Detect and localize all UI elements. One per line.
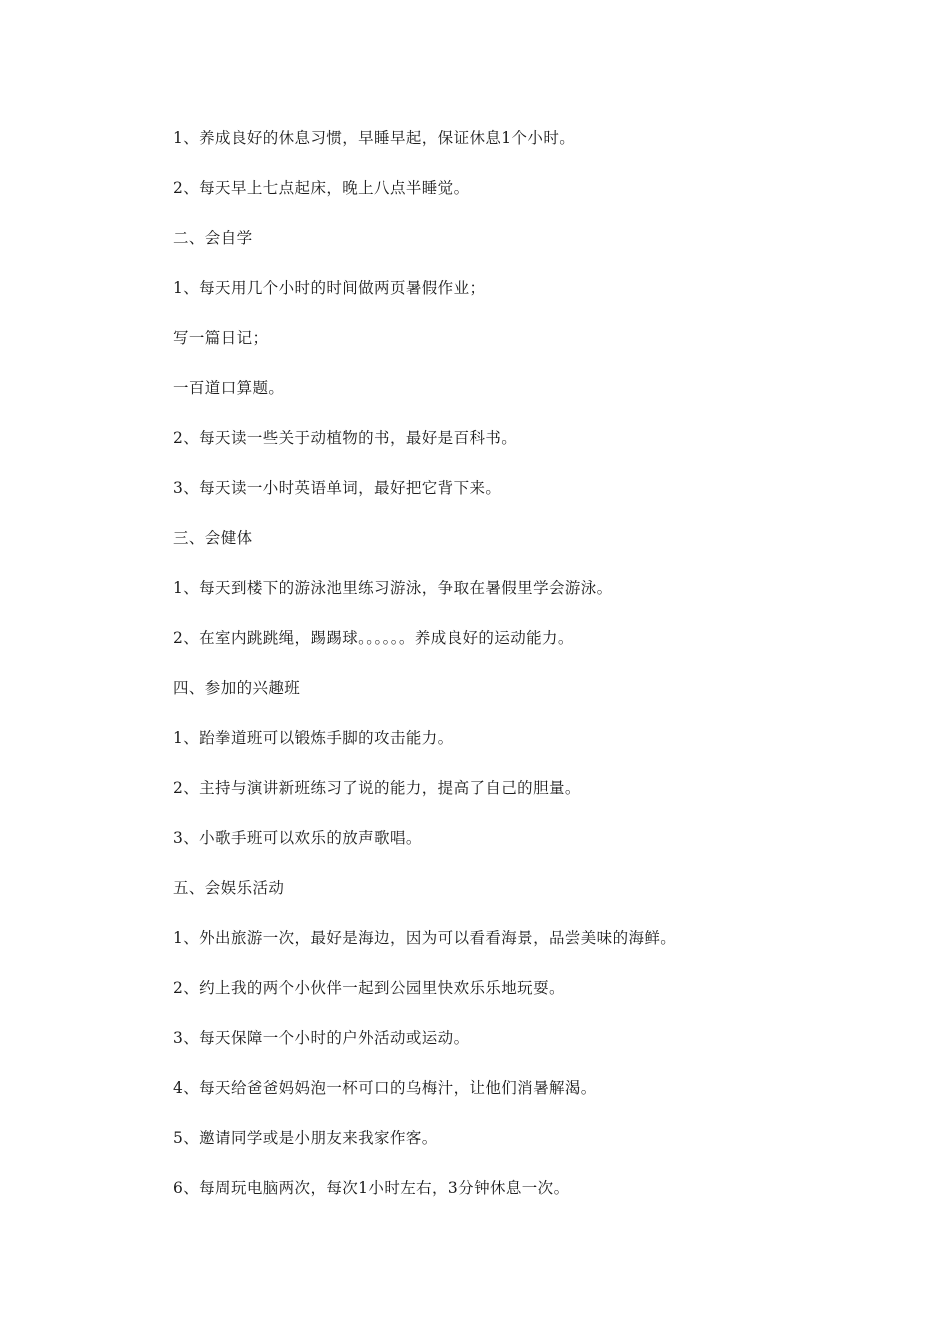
text-line: 2、主持与演讲新班练习了说的能力，提高了自己的胆量。 xyxy=(173,779,581,797)
text-line: 1、跆拳道班可以锻炼手脚的攻击能力。 xyxy=(173,729,454,747)
text-line: 4、每天给爸爸妈妈泡一杯可口的乌梅汁，让他们消暑解渴。 xyxy=(173,1079,597,1097)
section-heading: 二、会自学 xyxy=(173,229,253,247)
text-line: 5、邀请同学或是小朋友来我家作客。 xyxy=(173,1129,438,1147)
text-line: 写一篇日记； xyxy=(173,329,269,347)
text-line: 3、小歌手班可以欢乐的放声歌唱。 xyxy=(173,829,422,847)
text-line: 1、养成良好的休息习惯，早睡早起，保证休息1个小时。 xyxy=(173,129,576,147)
text-line: 1、每天到楼下的游泳池里练习游泳，争取在暑假里学会游泳。 xyxy=(173,579,613,597)
text-line: 2、每天读一些关于动植物的书，最好是百科书。 xyxy=(173,429,518,447)
document-body xyxy=(173,125,873,1225)
text-line: 2、约上我的两个小伙伴一起到公园里快欢乐乐地玩耍。 xyxy=(173,979,565,997)
text-line: 6、每周玩电脑两次，每次1小时左右，3分钟休息一次。 xyxy=(173,1179,570,1197)
text-line: 1、外出旅游一次，最好是海边，因为可以看看海景，品尝美味的海鲜。 xyxy=(173,929,677,947)
text-line: 2、每天早上七点起床，晚上八点半睡觉。 xyxy=(173,179,470,197)
section-heading: 四、参加的兴趣班 xyxy=(173,679,301,697)
section-heading: 五、会娱乐活动 xyxy=(173,879,285,897)
text-line: 一百道口算题。 xyxy=(173,379,285,397)
text-line: 1、每天用几个小时的时间做两页暑假作业； xyxy=(173,279,486,297)
text-line: 3、每天读一小时英语单词，最好把它背下来。 xyxy=(173,479,502,497)
text-line: 2、在室内跳跳绳，踢踢球。。。。。。养成良好的运动能力。 xyxy=(173,629,574,647)
section-heading: 三、会健体 xyxy=(173,529,253,547)
text-line: 3、每天保障一个小时的户外活动或运动。 xyxy=(173,1029,470,1047)
